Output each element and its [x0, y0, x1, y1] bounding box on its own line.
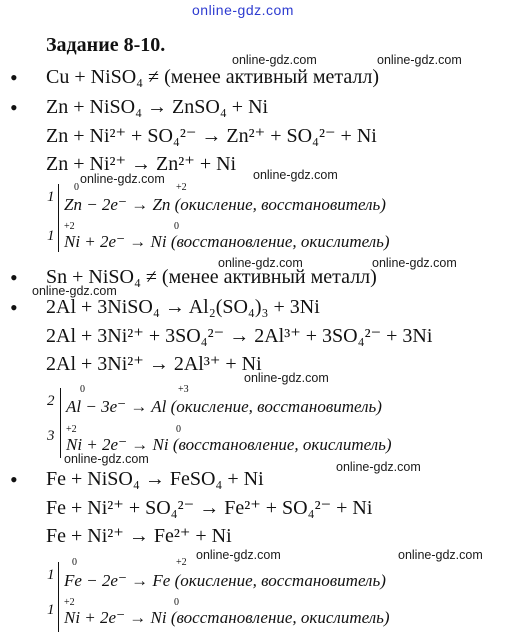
watermark-top: online-gdz.com [192, 2, 294, 18]
watermark: online-gdz.com [336, 460, 421, 474]
half-reaction-fe-oxidation: Fe − 2e⁻ → Fe (окисление, восстановитель) [64, 571, 386, 590]
watermark: online-gdz.com [377, 53, 462, 67]
coef-fe-bottom: 1 [47, 602, 55, 618]
bullet: • [10, 265, 18, 290]
half-reaction-fe-reduction: Ni + 2e⁻ → Ni (восстановление, окислитель) [64, 608, 390, 627]
oxidation-state: +2 [64, 221, 75, 232]
coef-zn-bottom: 1 [47, 228, 55, 244]
watermark: online-gdz.com [398, 548, 483, 562]
oxidation-state: +2 [176, 557, 187, 568]
half-reaction-zn-reduction: Ni + 2e⁻ → Ni (восстановление, окислитель) [64, 232, 390, 251]
watermark: online-gdz.com [244, 371, 329, 385]
half-reaction-zn-oxidation: Zn − 2e⁻ → Zn (окисление, восстановитель) [64, 195, 386, 214]
oxidation-state: 0 [72, 557, 77, 568]
task-title: Задание 8-10. [46, 34, 166, 56]
equation-fe-short-ionic: Fe + Ni²⁺ → Fe²⁺ + Ni [46, 525, 232, 547]
oxidation-state: 0 [174, 597, 179, 608]
coef-al-bottom: 3 [47, 428, 55, 444]
watermark: online-gdz.com [253, 168, 338, 182]
bracket-line [58, 562, 59, 632]
bullet: • [10, 467, 18, 492]
equation-al-molecular: 2Al + 3NiSO₄ → Al₂(SO₄)₃ + 3Ni [46, 296, 320, 318]
watermark: online-gdz.com [80, 172, 165, 186]
equation-fe-full-ionic: Fe + Ni²⁺ + SO₄²⁻ → Fe²⁺ + SO₄²⁻ + Ni [46, 497, 373, 519]
coef-fe-top: 1 [47, 567, 55, 583]
watermark: online-gdz.com [232, 53, 317, 67]
watermark: online-gdz.com [372, 256, 457, 270]
watermark: online-gdz.com [64, 452, 149, 466]
watermark: online-gdz.com [218, 256, 303, 270]
equation-al-full-ionic: 2Al + 3Ni²⁺ + 3SO₄²⁻ → 2Al³⁺ + 3SO₄²⁻ + 3Ni [46, 325, 433, 347]
coef-al-top: 2 [47, 393, 55, 409]
equation-sn: Sn + NiSO₄ ≠ (менее активный металл) [46, 266, 377, 288]
oxidation-state: 0 [176, 424, 181, 435]
oxidation-state: +2 [176, 182, 187, 193]
oxidation-state: +2 [66, 424, 77, 435]
equation-al-short-ionic: 2Al + 3Ni²⁺ → 2Al³⁺ + Ni [46, 353, 262, 375]
equation-zn-short-ionic: Zn + Ni²⁺ → Zn²⁺ + Ni [46, 153, 237, 175]
equation-zn-full-ionic: Zn + Ni²⁺ + SO₄²⁻ → Zn²⁺ + SO₄²⁻ + Ni [46, 125, 377, 147]
equation-zn-molecular: Zn + NiSO₄ → ZnSO₄ + Ni [46, 96, 269, 118]
oxidation-state: 0 [74, 182, 79, 193]
bracket-line [58, 184, 59, 252]
bullet: • [10, 65, 18, 90]
oxidation-state: 0 [174, 221, 179, 232]
equation-fe-molecular: Fe + NiSO₄ → FeSO₄ + Ni [46, 468, 264, 490]
watermark: online-gdz.com [196, 548, 281, 562]
watermark: online-gdz.com [32, 284, 117, 298]
half-reaction-al-reduction: Ni + 2e⁻ → Ni (восстановление, окислитель) [66, 435, 392, 454]
oxidation-state: +3 [178, 384, 189, 395]
bullet: • [10, 95, 18, 120]
half-reaction-al-oxidation: Al − 3e⁻ → Al (окисление, восстановитель) [66, 397, 382, 416]
oxidation-state: 0 [80, 384, 85, 395]
coef-zn-top: 1 [47, 189, 55, 205]
oxidation-state: +2 [64, 597, 75, 608]
bullet: • [10, 295, 18, 320]
equation-cu: Cu + NiSO₄ ≠ (менее активный металл) [46, 66, 380, 88]
bracket-line [60, 388, 61, 458]
